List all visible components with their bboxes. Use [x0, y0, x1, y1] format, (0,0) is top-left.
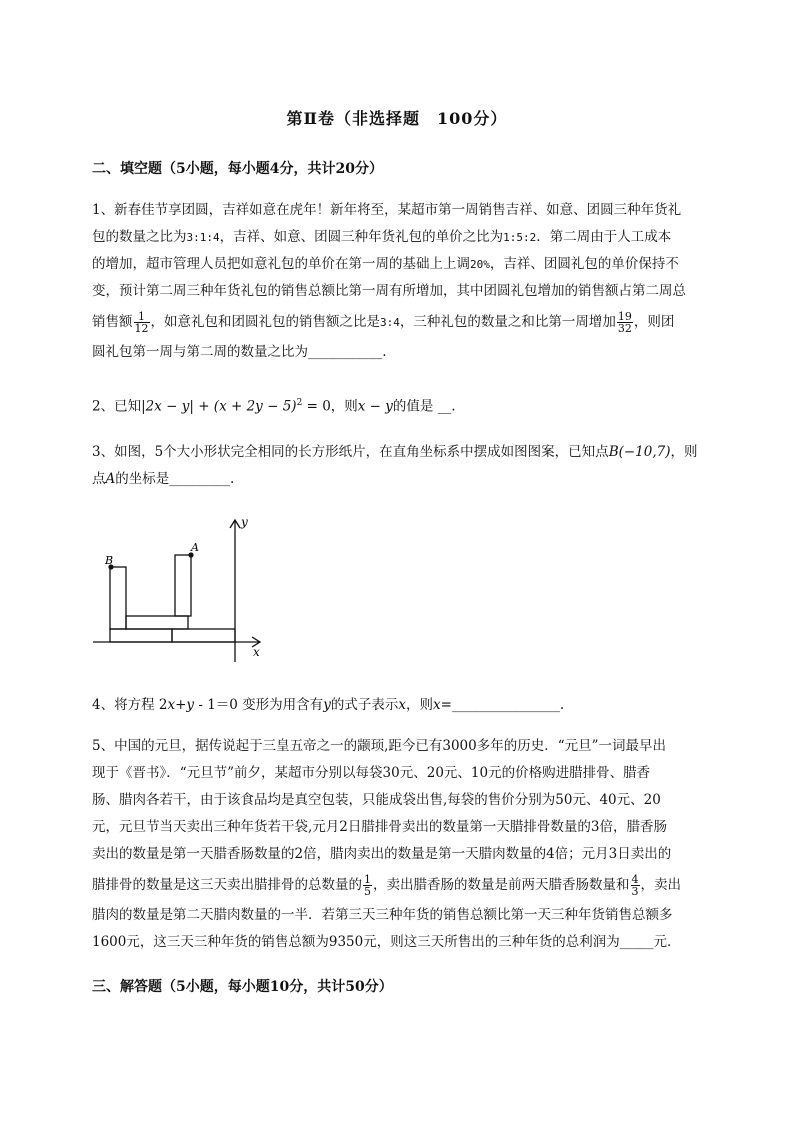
q1-percent: 20% — [470, 258, 490, 271]
section-answer-heading: 三、解答题（5小题，每小题10分，共计50分） — [92, 979, 393, 995]
y-axis-label: y — [241, 515, 248, 529]
q2-line-1 — [92, 390, 752, 417]
q2-text: 2、已知 — [92, 398, 142, 415]
q4-var: x — [398, 697, 406, 713]
q5-fraction-4-3 — [631, 874, 640, 897]
q5-line-8: 1600元，这三天三种年货的销售总额为9350元，则这三天所售出的三种年货的总利润为_____元． — [92, 934, 681, 950]
q2-equation-rhs: = 0 — [302, 398, 331, 415]
q2-text: ，则 — [330, 398, 358, 415]
q4-text: ，则 — [405, 697, 433, 713]
rectangle-bottom-right — [172, 629, 235, 642]
q1-text: 的增加，超市管理人员把如意礼包的单价在第一周的基础上上调 — [92, 256, 470, 272]
fraction-denominator: 32 — [617, 322, 632, 335]
q4-text: + — [175, 697, 187, 713]
q1-text: ，则团 — [633, 314, 675, 330]
q1-text: ，三种礼包的数量之和比第一周增加 — [399, 314, 616, 330]
q1-line-3 — [92, 251, 752, 278]
q5-line-3: 肠、腊肉各若干，由于该食品均是真空包装，只能成袋出售,每袋的售价分别为50元、40元、20 — [92, 792, 661, 808]
q2-exponent: 2 — [296, 398, 303, 408]
q1-line-6: 圆礼包第一周与第二周的数量之比为___________. — [92, 344, 387, 360]
q2-expression: x − y — [357, 398, 393, 415]
q1-text: ．第二周由于人工成本 — [536, 229, 672, 245]
fraction-numerator: 1 — [364, 873, 371, 886]
rectangle-bottom-left — [110, 629, 172, 642]
q3-text: 3、如图，5个大小形状完全相同的长方形纸片，在直角坐标系中摆成如图图案，已知点 — [92, 444, 609, 460]
q1-line-4: 变，预计第二周三种年货礼包的销售总额比第一周有所增加，其中团圆礼包增加的销售额占第二周总 — [92, 283, 686, 299]
q1-ratio-price: 1:5:2 — [503, 231, 537, 244]
q4-text: 的式子表示 — [330, 697, 399, 713]
q5-text: ，卖出 — [640, 877, 681, 893]
q1-text: 销售额 — [92, 314, 133, 330]
q1-text: ，吉祥、团圆礼包的单价保持不 — [489, 256, 679, 272]
q4-text: 4、将方程 2 — [92, 697, 168, 713]
q3-text: ，则 — [670, 444, 698, 460]
fraction-denominator: 3 — [631, 885, 639, 898]
question-5 — [92, 733, 752, 956]
q1-fraction-1-12 — [134, 311, 150, 334]
question-3 — [92, 439, 752, 493]
q3-point-b: B(−10,7) — [608, 444, 671, 460]
q4-var: y — [186, 697, 195, 713]
point-b-label: B — [105, 554, 114, 567]
rectangle-right-vertical — [175, 555, 191, 616]
q1-ratio-sales: 3:4 — [380, 316, 400, 329]
q1-line-2 — [92, 224, 752, 251]
q1-text: 包的数量之比为 — [92, 229, 187, 245]
q2-equation: |2x − y| + (x + 2y − 5) — [141, 398, 297, 415]
q4-line-1 — [92, 692, 752, 719]
q2-text: 的值是 __. — [392, 398, 456, 415]
rectangle-left-vertical — [110, 567, 126, 629]
rectangle-figure — [88, 512, 278, 667]
q1-line-5 — [92, 305, 752, 339]
point-a-label: A — [191, 541, 199, 554]
q1-line-1: 1、新春佳节享团圆，吉祥如意在虎年！新年将至，某超市第一周销售吉祥、如意、团圆三种年货礼 — [92, 202, 682, 218]
q5-line-6 — [92, 868, 752, 902]
q4-var: x — [167, 697, 176, 713]
fraction-denominator: 5 — [364, 885, 371, 898]
fraction-numerator: 1 — [134, 311, 150, 323]
q1-ratio-quantity: 3:1:4 — [186, 231, 220, 244]
page-title: 第Ⅱ卷（非选择题 100分） — [286, 109, 508, 128]
q3-line-1 — [92, 439, 752, 466]
fraction-numerator: 4 — [631, 873, 639, 886]
q4-text: =________________. — [440, 697, 565, 713]
question-4 — [92, 692, 752, 719]
section-fill-blank-heading: 二、填空题（5小题，每小题4分，共计20分） — [92, 161, 383, 177]
q5-line-7: 腊肉的数量是第二天腊肉数量的一半．若第三天三种年货的销售总额比第一天三种年货销售总额多 — [92, 907, 673, 923]
q1-text: ，如意礼包和团圆礼包的销售额之比是 — [150, 314, 380, 330]
q4-var: y — [323, 697, 331, 713]
q3-text: 点 — [92, 471, 106, 487]
q3-point-a: A — [105, 471, 116, 487]
q1-text: ，吉祥、如意、团圆三种年货礼包的单价之比为 — [219, 229, 504, 245]
q5-text: ，卖出腊香肠的数量是前两天腊香肠数量和 — [373, 877, 630, 893]
question-2 — [92, 390, 752, 417]
q5-line-2: 现于《晋书》．“元旦节”前夕，某超市分别以每袋30元、20元、10元的价格购进腊排骨、腊香 — [92, 765, 651, 781]
q5-fraction-1-5 — [363, 874, 372, 897]
q3-line-2 — [92, 466, 752, 493]
q5-text: 腊排骨的数量是这三天卖出腊排骨的总数量的 — [92, 877, 362, 893]
q4-text: - 1＝0 变形为用含有 — [194, 697, 324, 713]
q5-line-1: 5、中国的元旦，据传说起于三皇五帝之一的颛顼,距今已有3000多年的历史．“元旦”一词最早出 — [92, 738, 667, 754]
x-axis-label: x — [253, 645, 260, 659]
rectangle-middle — [126, 616, 188, 629]
question-1 — [92, 197, 752, 366]
q5-line-5: 卖出的数量是第一天腊香肠数量的2倍，腊肉卖出的数量是第一天腊肉数量的4倍；元月3日卖出的 — [92, 846, 672, 862]
q5-line-4: 元，元旦节当天卖出三种年货若干袋,元月2日腊排骨卖出的数量第一天腊排骨数量的3倍，腊香肠 — [92, 819, 667, 835]
fraction-numerator: 19 — [617, 310, 632, 323]
q3-text: 的坐标是_________. — [115, 471, 235, 487]
q4-var: x — [432, 697, 441, 713]
q1-fraction-19-32 — [617, 311, 633, 334]
fraction-denominator: 12 — [134, 322, 149, 335]
